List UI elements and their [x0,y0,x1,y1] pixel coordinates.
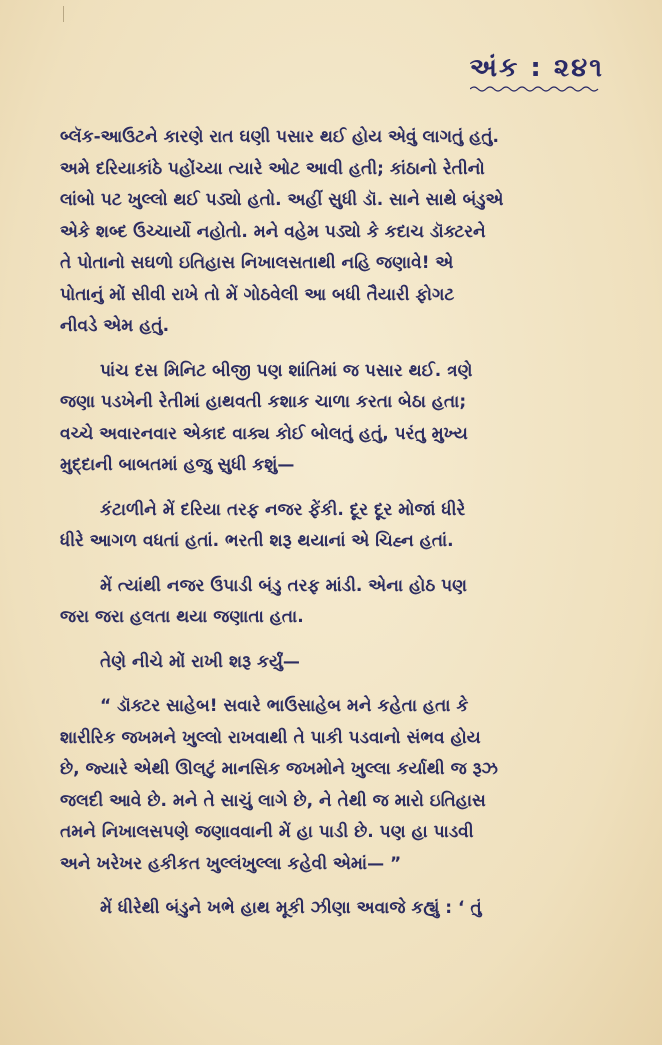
wavy-underline [470,85,600,93]
text-line: જલદી આવે છે. મને તે સાચું લાગે છે, ને તેથી જ મારો ઇતિહાસ [60,790,486,811]
text-line: બ્લૅક-આઉટને કારણે રાત ઘણી પસાર થઈ હોય એવું લાગતું હતું. [60,127,499,147]
paragraph [60,571,605,634]
text-line: છે, જ્યારે એથી ઊલટું માનસિક જખમોને ખુલ્લા કર્યાથી જ રૂઝ [60,759,498,779]
page-header [470,55,604,93]
text-line: ધીરે આગળ વધતાં હતાં. ભરતી શરૂ થયાનાં એ ચિહ્ન હતાં. [60,531,454,551]
text-line: અને ખરેખર હકીકત ખુલ્લંખુલ્લા કહેવી એમાં— ” [60,853,402,874]
paragraph [60,691,605,880]
text-line: એકે શબ્દ ઉચ્ચાર્યો નહોતો. મને વહેમ પડ્યો કે કદાચ ડૉક્ટરને [60,221,486,242]
text-line: કંટાળીને મેં દરિયા તરફ નજર ફેંકી. દૂર દૂર મોજાં ધીરે [100,499,466,520]
text-line: વચ્ચે અવારનવાર એકાદ વાક્ય કોઈ બોલતું હતું, પરંતુ મુખ્ય [60,423,468,444]
page-edge-mark [63,6,64,22]
text-line: “ ડૉક્ટર સાહેબ! સવારે ભાઉસાહેબ મને કહેતા હતા કે [100,696,469,716]
text-line: પાંચ દસ મિનિટ બીજી પણ શાંતિમાં જ પસાર થઈ. ત્રણે [100,360,473,381]
paragraph [60,647,605,679]
paragraph [60,356,605,482]
text-line: તમને નિખાલસપણે જણાવવાની મેં હા પાડી છે. પણ હા પાડવી [60,822,474,842]
text-line: પોતાનું મોં સીવી રાખે તો મેં ગોઠવેલી આ બધી તૈયારી ફોગટ [60,284,455,305]
text-line: અમે દરિયાકાંઠે પહોંચ્યા ત્યારે ઓટ આવી હતી; કાંઠાનો રેતીનો [60,158,485,179]
text-line: મેં ધીરેથી બંડુને ખભે હાથ મૂકી ઝીણા અવાજે કહ્યું : ‘ તું [100,898,482,918]
text-line: મેં ત્યાંથી નજર ઉપાડી બંડુ તરફ માંડી. એના હોઠ પણ [100,575,467,596]
text-line: જરા જરા હલતા થયા જણાતા હતા. [60,607,304,627]
paragraph [60,893,605,925]
paragraph [60,122,605,343]
text-line: લાંબો પટ ખુલ્લો થઈ પડ્યો હતો. અહીં સુધી ડૉ. સાને સાથે બંડુએ [60,190,504,210]
body-text [60,122,605,938]
text-line: મુદ્દાની બાબતમાં હજુ સુધી કશું— [60,455,295,475]
text-line: તેણે નીચે મોં રાખી શરૂ કર્યું— [100,651,300,672]
text-line: નીવડે એમ હતું. [60,316,170,336]
text-line: શારીરિક જખમને ખુલ્લો રાખવાથી તે પાકી પડવાનો સંભવ હોય [60,727,481,748]
text-line: તે પોતાનો સઘળો ઇતિહાસ નિખાલસતાથી નહિ જણાવે! એ [60,253,454,273]
page-number: અંક : ૨૪૧ [469,53,604,83]
paragraph [60,495,605,558]
text-line: જણા પડખેની રેતીમાં હાથવતી કશાક ચાળા કરતા બેઠા હતા; [60,392,467,412]
